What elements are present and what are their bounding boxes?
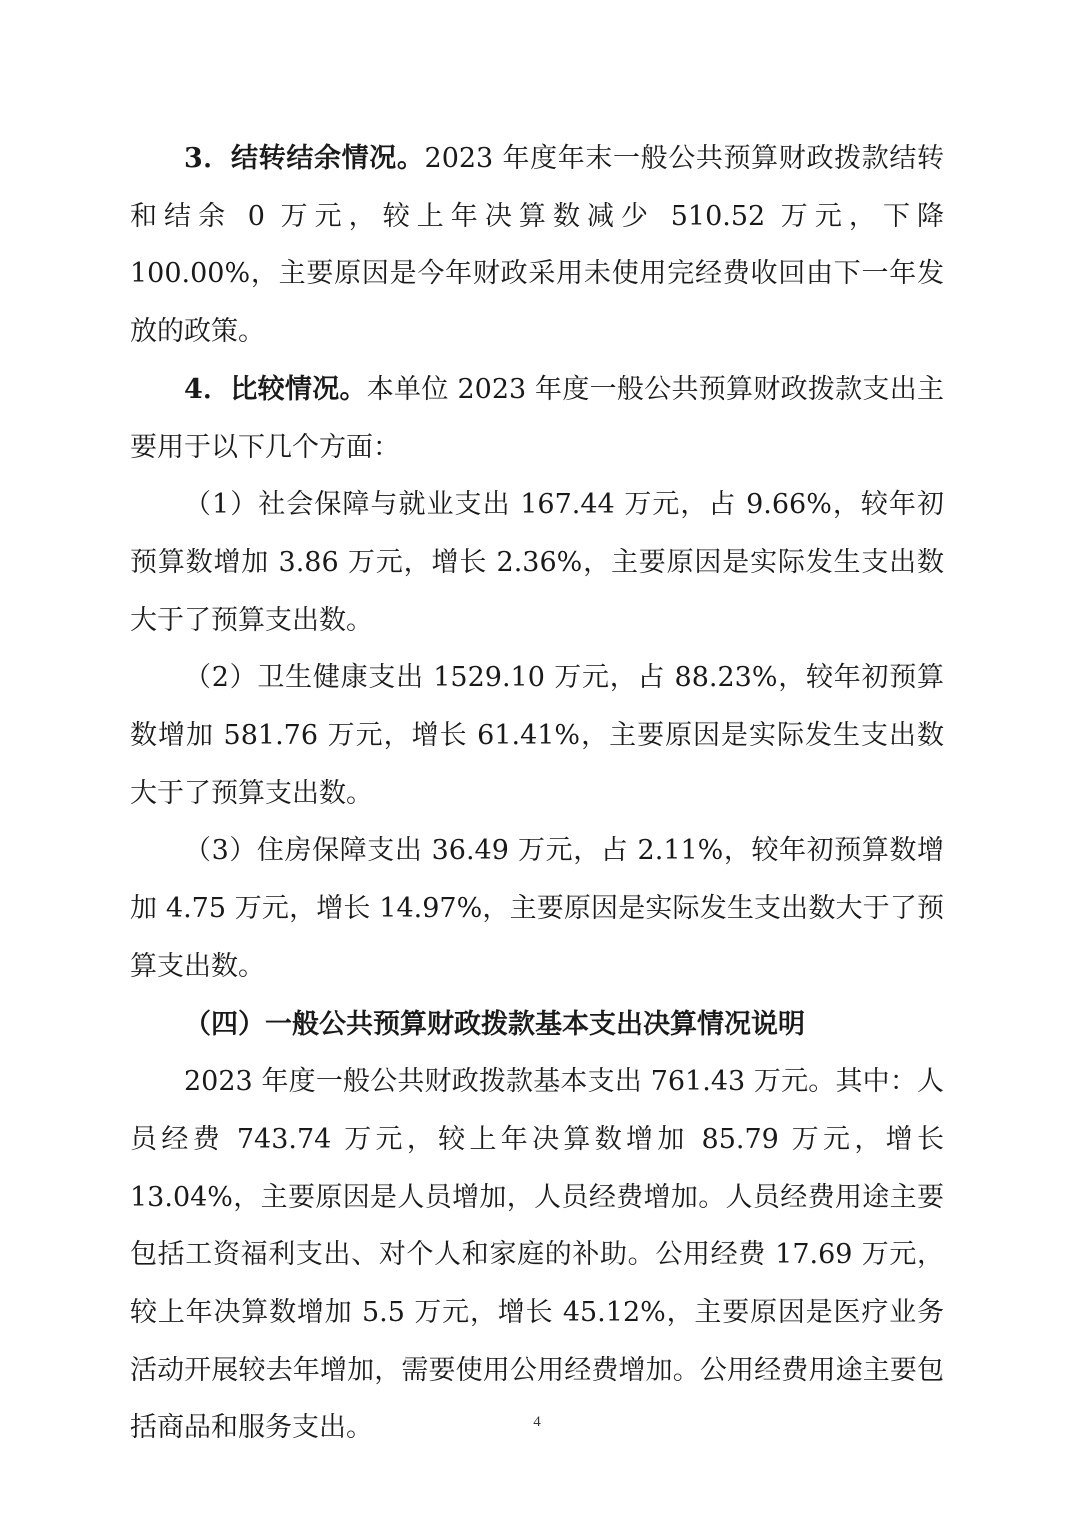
paragraph-housing bbox=[130, 822, 944, 995]
paragraph-comparison bbox=[130, 361, 944, 476]
document-page bbox=[130, 130, 944, 1457]
paragraph-social-security bbox=[130, 476, 944, 649]
paragraph-health bbox=[130, 649, 944, 822]
paragraph-lead: 3．结转结余情况。 bbox=[184, 143, 425, 174]
paragraph-text: 2023 年度年末一般公共预算财政拨款结转和结余 0 万元，较上年决算数减少 510.52 万元，下降 100.00%，主要原因是今年财政采用未使用完经费收回由下一年发放的政策。 bbox=[130, 143, 944, 348]
page-number: 4 bbox=[533, 1414, 541, 1430]
section-heading: （四）一般公共预算财政拨款基本支出决算情况说明 bbox=[184, 1008, 805, 1040]
paragraph-text: （3）住房保障支出 36.49 万元，占 2.11%，较年初预算数增加 4.75 万元，增长 14.97%，主要原因是实际发生支出数大于了预算支出数。 bbox=[130, 835, 944, 982]
paragraph-lead: 4．比较情况。 bbox=[184, 373, 367, 405]
paragraph-text: （1）社会保障与就业支出 167.44 万元，占 9.66%，较年初预算数增加 3.86 万元，增长 2.36%，主要原因是实际发生支出数大于了预算支出数。 bbox=[130, 489, 944, 636]
paragraph-text: （2）卫生健康支出 1529.10 万元，占 88.23%，较年初预算数增加 581.76 万元，增长 61.41%，主要原因是实际发生支出数大于了预算支出数。 bbox=[130, 662, 944, 809]
paragraph-carryover-balance bbox=[130, 130, 944, 361]
paragraph-text: 本单位 2023 年度一般公共预算财政拨款支出主要用于以下几个方面： bbox=[130, 373, 944, 463]
paragraph-basic-expenditure: 2023 年度一般公共财政拨款基本支出 761.43 万元。其中：人员经费 743.74 万元，较上年决算数增加 85.79 万元，增长 13.04%，主要原因是人员增加，人员经费增加。人员经费用途主要包括工资福利支出、对个人和家庭的补助。公用经费 17.69 万元，较上年决算数增加 5.5 万元，增长 45.12%，主要原因是医疗业务活动开展较去年增加，需要使用公用经费增加。公用经费用途主要包括商品和服务支出。 bbox=[130, 1066, 944, 1444]
